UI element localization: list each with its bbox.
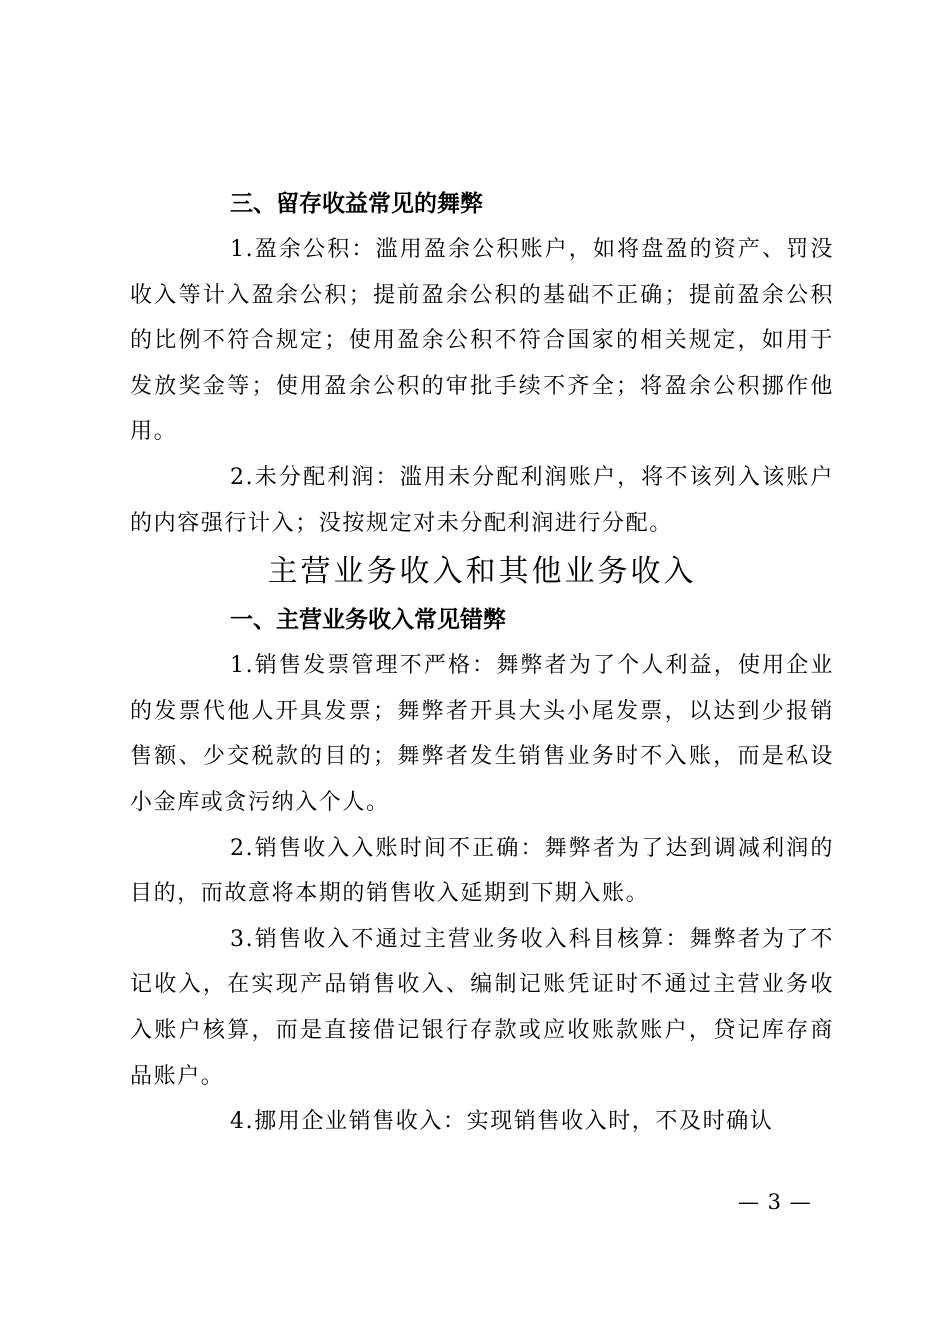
income-accounting-paragraph: 3.销售收入不通过主营业务收入科目核算：舞弊者为了不记收入，在实现产品销售收入、编制记账凭证时不通过主营业务收入账户核算，而是直接借记银行存款或应收账款账户，贷记库存商品账户。 (130, 926, 834, 1089)
undistributed-profit-paragraph: 2.未分配利润：滥用未分配利润账户，将不该列入该账户的内容强行计入；没按规定对未分配利润进行分配。 (130, 464, 834, 536)
income-timing-paragraph: 2.销售收入入账时间不正确：舞弊者为了达到调减利润的目的，而故意将本期的销售收入延期到下期入账。 (130, 835, 834, 907)
income-section-title: 主营业务收入和其他业务收入 (267, 554, 697, 590)
main-income-heading: 一、主营业务收入常见错弊 (230, 607, 506, 634)
page-number: — 3 — (738, 1190, 812, 1214)
income-misuse-paragraph: 4.挪用企业销售收入：实现销售收入时，不及时确认 (230, 1109, 774, 1135)
invoice-management-paragraph: 1.销售发票管理不严格：舞弊者为了个人利益，使用企业的发票代他人开具发票；舞弊者开具大头小尾发票，以达到少报销售额、少交税款的目的；舞弊者发生销售业务时不入账，而是私设小金库或贪污纳入个人。 (130, 653, 834, 815)
surplus-reserve-paragraph: 1.盈余公积：滥用盈余公积账户，如将盘盈的资产、罚没收入等计入盈余公积；提前盈余公积的基础不正确；提前盈余公积的比例不符合规定；使用盈余公积不符合国家的相关规定，如用于发放奖金等；使用盈余公积的审批手续不齐全；将盈余公积挪作他用。 (130, 237, 834, 445)
retained-earnings-heading: 三、留存收益常见的舞弊 (230, 191, 483, 217)
page-content (130, 182, 834, 1145)
